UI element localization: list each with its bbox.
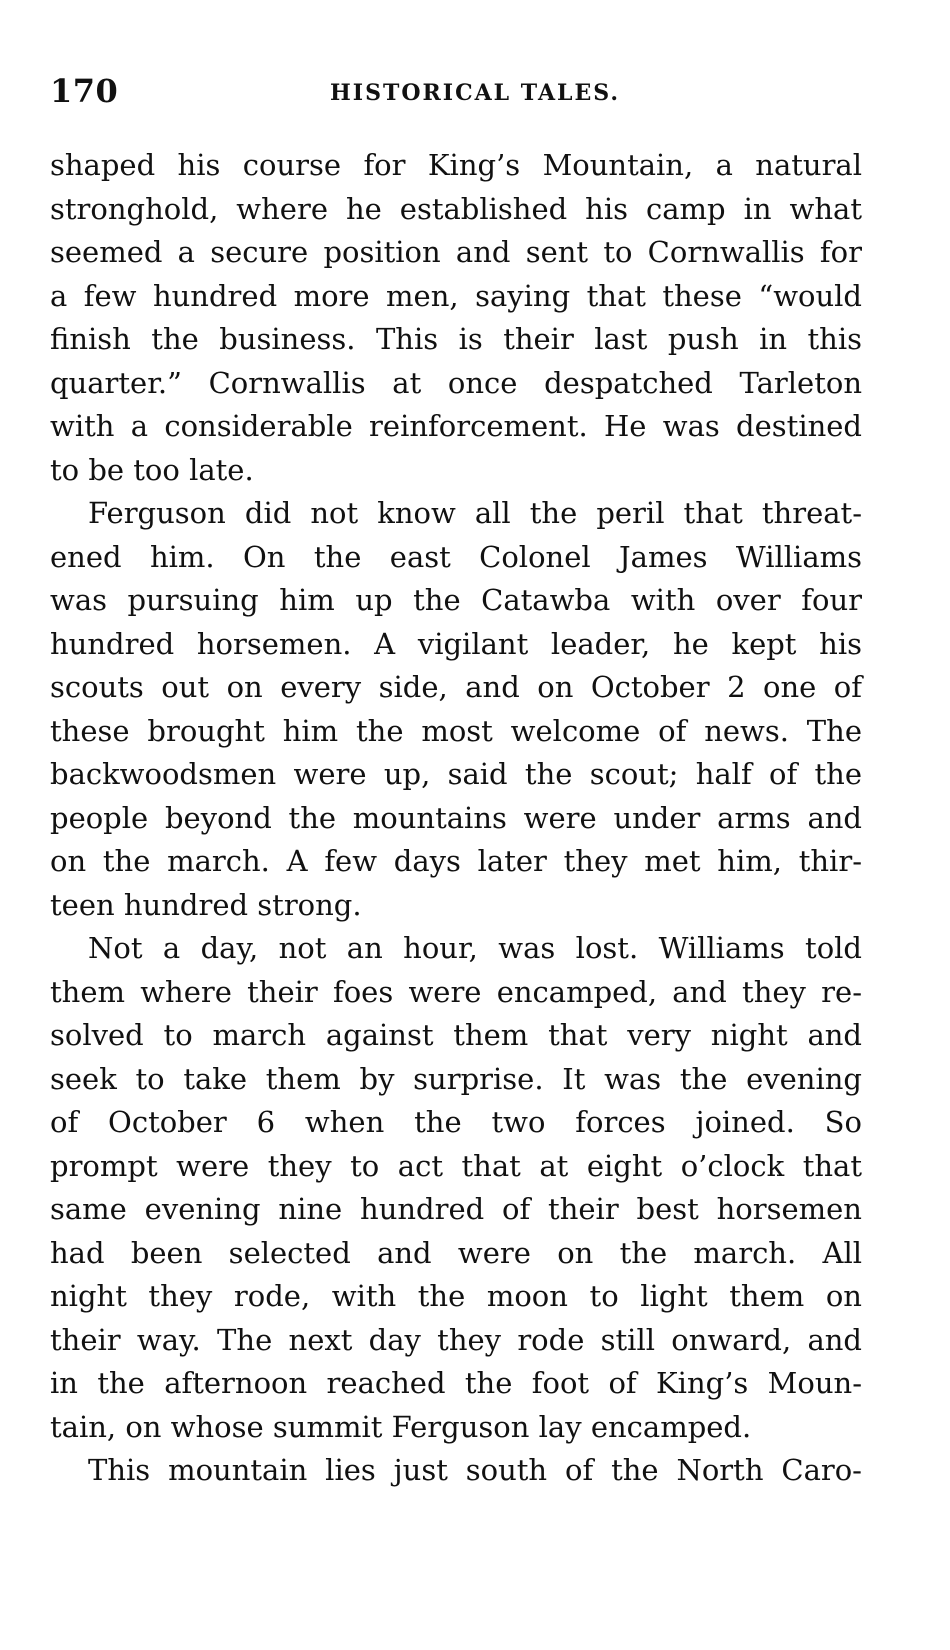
paragraph [50,927,862,1449]
text-line: seek to take them by surprise. It was the evening [50,1061,862,1096]
text-line: seemed a secure position and sent to Cornwallis for [50,235,862,269]
text-line: tain, on whose summit Ferguson lay encamped. [50,1409,752,1444]
text-line: stronghold, where he established his camp in what [50,191,862,226]
text-line: had been selected and were on the march. All [50,1235,862,1270]
text-line: backwoodsmen were up, said the scout; half of the [50,757,862,791]
text-line: with a considerable reinforcement. He was destined [50,409,862,443]
text-line: Not a day, not an hour, was lost. Williams told [88,931,862,965]
text-line: ened him. On the east Colonel James Williams [50,539,862,574]
text-line: This mountain lies just south of the North Caro- [88,1453,862,1487]
text-line: finish the business. This is their last push in this [50,322,862,356]
text-line: in the afternoon reached the foot of King’s Moun- [50,1366,862,1400]
page-number: 170 [50,72,119,110]
text-line: hundred horsemen. A vigilant leader, he kept his [50,626,862,661]
text-line: a few hundred more men, saying that these “would [50,278,862,313]
text-line: Ferguson did not know all the peril that threat- [88,496,862,530]
text-line: same evening nine hundred of their best horsemen [50,1192,862,1226]
text-line: was pursuing him up the Catawba with over four [50,583,862,617]
running-head [50,72,862,112]
paragraph [50,144,862,492]
text-line: scouts out on every side, and on October 2 one of [50,670,862,704]
text-line: solved to march against them that very night and [50,1018,862,1052]
text-line: on the march. A few days later they met him, thir- [50,844,862,878]
text-line: prompt were they to act that at eight o’clock that [50,1148,862,1183]
text-line: of October 6 when the two forces joined. So [50,1105,862,1139]
text-line: shaped his course for King’s Mountain, a natural [50,148,862,182]
text-line: them where their foes were encamped, and they re- [50,974,862,1009]
text-line: teen hundred strong. [50,887,362,922]
text-line: to be too late. [50,452,254,487]
body-text [50,144,862,1493]
text-line: their way. The next day they rode still onward, and [50,1322,862,1357]
text-line: quarter.” Cornwallis at once despatched Tarleton [50,365,862,400]
text-line: these brought him the most welcome of news. The [50,713,862,748]
paragraph [50,1449,862,1493]
text-line: people beyond the mountains were under arms and [50,800,862,835]
text-line: night they rode, with the moon to light them on [50,1279,862,1313]
running-title: HISTORICAL TALES. [330,80,621,106]
paragraph [50,492,862,927]
